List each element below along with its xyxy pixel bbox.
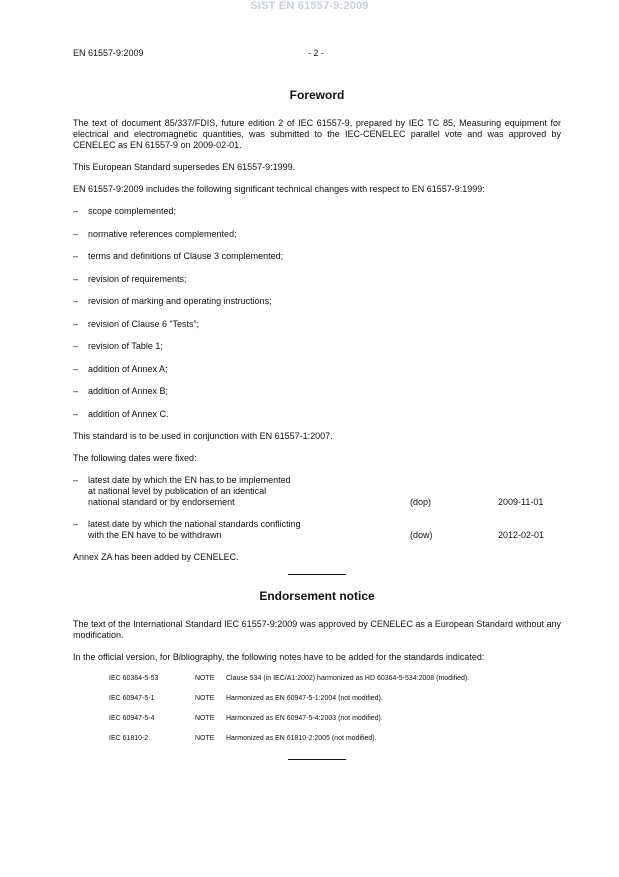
end-divider: [288, 759, 346, 760]
dash-bullet: –: [73, 341, 79, 351]
watermark: SIST EN 61557-9:2009: [250, 0, 369, 12]
note-standard: IEC 60364-5-53: [109, 675, 159, 682]
dash-bullet: –: [73, 206, 79, 216]
foreword-title: Foreword: [289, 88, 345, 102]
date-description-line: national standard or by endorsement: [88, 497, 235, 507]
list-item-text: revision of marking and operating instructions;: [88, 296, 272, 306]
list-item-text: revision of requirements;: [88, 273, 187, 284]
list-item: [73, 229, 561, 240]
endorsement-text: The text of the International Standard IEC 61557-9:2009 was approved by CENELEC as a European Standard without any modification.: [73, 619, 561, 640]
endorsement-title: Endorsement notice: [259, 589, 375, 603]
list-item: [73, 386, 561, 397]
changes-intro: EN 61557-9:2009 includes the following significant technical changes with respect to EN 61557-9:1999:: [73, 184, 485, 194]
dash-bullet: –: [73, 475, 79, 485]
date-abbreviation: (dow): [410, 530, 433, 540]
dash-bullet: –: [73, 228, 79, 239]
list-item-text: revision of Table 1;: [88, 341, 163, 351]
list-item: [73, 409, 561, 420]
list-item-text: addition of Annex B;: [88, 386, 169, 396]
document-id: EN 61557-9:2009: [73, 48, 144, 58]
supersedes-statement: This European Standard supersedes EN 61557-9:1999.: [73, 162, 296, 172]
dash-bullet: –: [73, 386, 79, 396]
note-row: [109, 694, 561, 703]
dash-bullet: –: [73, 363, 79, 374]
list-item: [73, 364, 561, 375]
note-standard: IEC 61810-2: [109, 735, 149, 742]
list-item-text: normative references complemented;: [88, 228, 237, 239]
date-entry-dop: [73, 475, 561, 508]
date-description: [88, 519, 396, 541]
note-row: [109, 714, 561, 723]
page-number: - 2 -: [307, 48, 324, 58]
dash-bullet: –: [73, 273, 79, 284]
list-item-text: terms and definitions of Clause 3 complemented;: [88, 251, 284, 261]
note-label: NOTE: [195, 735, 215, 742]
note-text: Harmonized as EN 60947-5-1:2004 (not modified).: [226, 695, 383, 702]
dash-bullet: –: [73, 296, 79, 306]
note-label: NOTE: [195, 695, 215, 702]
list-item: [73, 274, 561, 285]
list-item: [73, 251, 561, 262]
date-description-line: at national level by publication of an identical: [88, 486, 267, 496]
list-item: [73, 296, 561, 307]
note-text: Clause 534 (in IEC/A1:2002) harmonized as HD 60364-5-534:2008 (modified).: [226, 675, 470, 682]
list-item-text: addition of Annex C.: [88, 408, 169, 419]
list-item: [73, 341, 561, 352]
section-divider: [288, 574, 346, 575]
note-row: [109, 734, 561, 743]
dash-bullet: –: [73, 318, 79, 329]
list-item: [73, 206, 561, 217]
note-label: NOTE: [195, 675, 215, 682]
date-description: [88, 475, 396, 508]
date-value: 2012-02-01: [498, 530, 545, 540]
dash-bullet: –: [73, 251, 79, 261]
date-description-line: latest date by which the national standards conflicting: [88, 519, 301, 529]
annex-statement: Annex ZA has been added by CENELEC.: [73, 552, 239, 562]
changes-list: [73, 206, 561, 420]
note-standard: IEC 60947-5-4: [109, 715, 155, 722]
list-item: [73, 319, 561, 330]
bibliography-notes: [109, 674, 561, 743]
list-item-text: scope complemented;: [88, 206, 177, 216]
date-value: 2009-11-01: [498, 497, 544, 507]
dash-bullet: –: [73, 408, 79, 419]
list-item-text: revision of Clause 6 “Tests”;: [88, 318, 200, 329]
note-row: [109, 674, 561, 683]
date-entry-dow: [73, 519, 561, 541]
note-text: Harmonized as EN 60947-5-4:2003 (not modified).: [226, 715, 383, 722]
dates-intro: The following dates were fixed:: [73, 453, 197, 463]
note-text: Harmonized as EN 61810-2:2005 (not modified).: [226, 735, 377, 742]
note-label: NOTE: [195, 715, 215, 722]
date-abbreviation: (dop): [410, 497, 432, 507]
foreword-intro: The text of document 85/337/FDIS, future edition 2 of IEC 61557-9, prepared by IEC TC 85, Measuring equipment for electrical and electromagnetic quantities, was submitted to the IEC-CENELEC parallel vote and was approved by CENELEC as EN 61557-9 on 2009-02-01.: [73, 118, 561, 150]
dash-bullet: –: [73, 519, 79, 529]
page-content: [73, 88, 561, 774]
list-item-text: addition of Annex A;: [88, 363, 168, 374]
date-description-line: latest date by which the EN has to be implemented: [88, 475, 291, 485]
bibliography-intro: In the official version, for Bibliography, the following notes have to be added for the standards indicated:: [73, 652, 485, 662]
date-description-line: with the EN have to be withdrawn: [88, 530, 222, 540]
note-standard: IEC 60947-5-1: [109, 695, 155, 702]
conjunction-statement: This standard is to be used in conjunction with EN 61557-1:2007.: [73, 431, 333, 441]
